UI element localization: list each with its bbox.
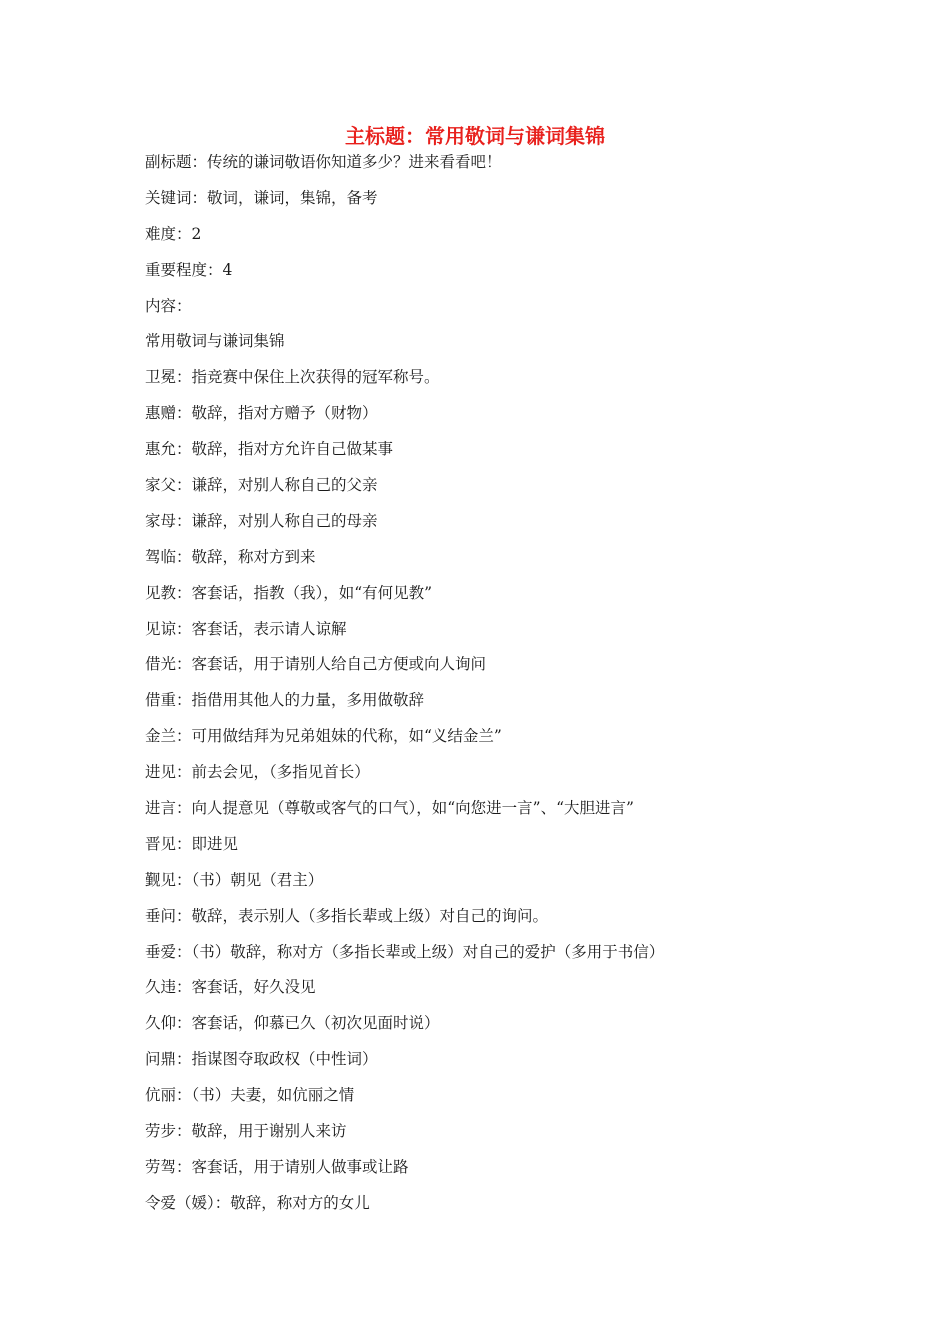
text-line: 垂问：敬辞，表示别人（多指长辈或上级）对自己的询问。 [145, 906, 549, 925]
text-line: 家父：谦辞，对别人称自己的父亲 [145, 476, 378, 495]
text-line: 惠允：敬辞，指对方允许自己做某事 [145, 440, 394, 459]
main-title: 主标题：常用敬词与谦词集锦 [345, 124, 605, 148]
text-line: 借重：指借用其他人的力量，多用做敬辞 [145, 691, 425, 710]
text-line: 进言：向人提意见（尊敬或客气的口气），如“向您进一言”、“大胆进言” [145, 799, 634, 818]
text-line: 内容： [145, 296, 192, 315]
text-line: 金兰：可用做结拜为兄弟姐妹的代称，如“义结金兰” [145, 727, 502, 746]
text-line: 家母：谦辞，对别人称自己的母亲 [145, 511, 378, 530]
text-line: 问鼎：指谋图夺取政权（中性词） [145, 1050, 378, 1069]
text-line: 令爱（媛）：敬辞，称对方的女儿 [145, 1193, 370, 1212]
text-line: 卫冕：指竞赛中保住上次获得的冠军称号。 [145, 368, 440, 387]
text-line: 常用敬词与谦词集锦 [145, 332, 285, 351]
text-line: 重要程度：4 [145, 260, 233, 279]
text-line: 借光：客套话，用于请别人给自己方便或向人询问 [145, 655, 487, 674]
text-line: 驾临：敬辞，称对方到来 [145, 547, 316, 566]
text-line: 劳步：敬辞，用于谢别人来访 [145, 1122, 347, 1141]
text-line: 劳驾：客套话，用于请别人做事或让路 [145, 1157, 409, 1176]
subtitle-line: 副标题：传统的谦词敬语你知道多少？进来看看吧！ [145, 153, 502, 171]
text-line: 难度：2 [145, 224, 202, 243]
text-line: 垂爱：（书）敬辞，称对方（多指长辈或上级）对自己的爱护（多用于书信） [145, 942, 665, 961]
text-line: 见谅：客套话，表示请人谅解 [145, 619, 347, 638]
text-line: 久仰：客套话，仰慕已久（初次见面时说） [145, 1014, 440, 1033]
text-line: 惠赠：敬辞，指对方赠予（财物） [145, 404, 378, 423]
text-line: 关键词：敬词，谦词，集锦，备考 [145, 188, 378, 207]
text-line: 见教：客套话，指教（我），如“有何见教” [145, 583, 433, 602]
text-line: 觐见：（书）朝见（君主） [145, 870, 324, 889]
text-line: 伉丽：（书）夫妻，如伉丽之情 [145, 1086, 355, 1105]
text-line: 晋见：即进见 [145, 834, 239, 853]
content-lines [145, 150, 825, 1227]
text-line: 进见：前去会见，（多指见首长） [145, 763, 370, 782]
text-line: 久违：客套话，好久没见 [145, 978, 316, 997]
